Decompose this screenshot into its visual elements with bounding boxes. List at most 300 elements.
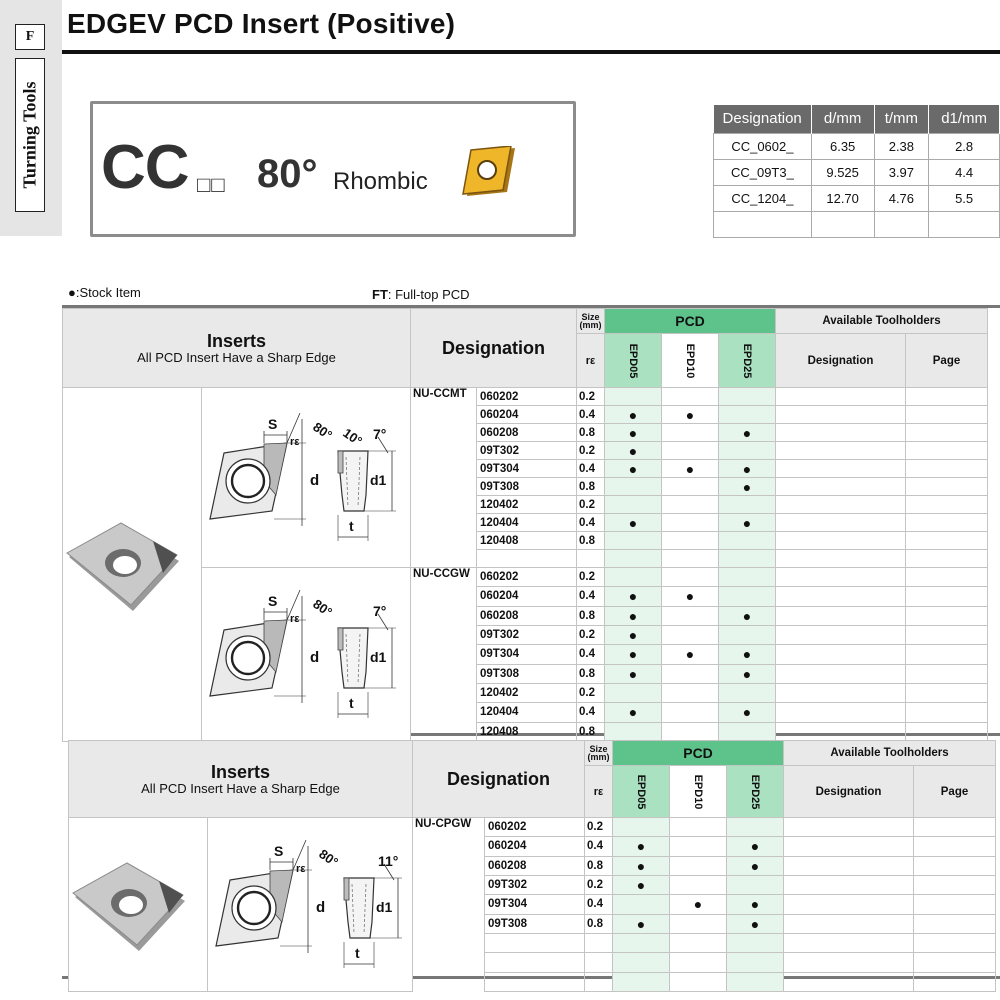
banner-angle: 80° xyxy=(257,152,318,196)
toolholder-designation xyxy=(776,587,906,606)
toolholder-designation xyxy=(784,972,914,991)
insert-code: 09T304 xyxy=(477,645,577,664)
stock-dot-icon: ● xyxy=(628,704,638,721)
stock-cell-epd10 xyxy=(662,568,719,587)
stock-cell-epd05 xyxy=(613,972,670,991)
drawing-label-d1: d1 xyxy=(376,899,393,915)
toolholder-page xyxy=(906,406,988,424)
toolholder-page-header: Page xyxy=(914,766,996,818)
stock-cell-epd05 xyxy=(605,683,662,702)
dimension-cell: 9.525 xyxy=(811,159,874,185)
stock-cell-epd05 xyxy=(605,496,662,514)
corner-radius: 0.4 xyxy=(585,895,613,914)
drawing-label-s: S xyxy=(268,416,278,432)
stock-dot-icon: ● xyxy=(693,896,703,913)
dimension-header-cell: t/mm xyxy=(874,105,929,133)
dimension-table xyxy=(713,105,1000,238)
drawing-label-angle80: 80° xyxy=(310,419,335,443)
dimension-cell: 2.8 xyxy=(929,133,1000,159)
drawing-label-d: d xyxy=(316,899,326,916)
toolholder-designation-header: Designation xyxy=(776,334,906,388)
stock-dot-icon: ● xyxy=(628,607,638,624)
dimension-row xyxy=(714,211,1000,237)
dimension-cell: CC_09T3_ xyxy=(714,159,812,185)
stock-cell-epd25 xyxy=(727,818,784,837)
stock-cell-epd05 xyxy=(613,914,670,933)
stock-cell-epd25 xyxy=(727,953,784,972)
stock-cell-epd05 xyxy=(605,532,662,550)
stock-cell-epd25 xyxy=(719,645,776,664)
toolholder-page xyxy=(906,606,988,625)
toolholder-page xyxy=(906,388,988,406)
banner-shape-name: Rhombic xyxy=(333,168,428,195)
toolholder-page xyxy=(906,568,988,587)
insert-row xyxy=(63,568,988,587)
stock-dot-icon: ● xyxy=(685,588,695,605)
drawing-label-angle80: 80° xyxy=(310,596,335,620)
drawing-label-d: d xyxy=(310,472,320,489)
toolholder-page xyxy=(906,424,988,442)
stock-cell-epd10 xyxy=(662,532,719,550)
stock-cell-epd05 xyxy=(605,550,662,568)
toolholder-page xyxy=(906,625,988,644)
corner-radius: 0.2 xyxy=(577,388,605,406)
catalog-header-row xyxy=(63,309,988,334)
insert-drawing-cell xyxy=(202,568,411,742)
insert-photo-cell xyxy=(63,388,202,742)
drawing-label-s: S xyxy=(268,593,278,609)
toolholder-designation xyxy=(776,496,906,514)
toolholder-page xyxy=(914,895,996,914)
inserts-header xyxy=(69,741,413,818)
stock-cell-epd05 xyxy=(605,460,662,478)
stock-dot-icon: ● xyxy=(685,646,695,663)
stock-dot-icon: ● xyxy=(742,704,752,721)
stock-dot-icon: ● xyxy=(628,406,638,423)
stock-cell-epd25 xyxy=(727,933,784,952)
stock-cell-epd25 xyxy=(719,683,776,702)
toolholder-designation xyxy=(776,478,906,496)
stock-dot-icon: ● xyxy=(628,665,638,682)
dimension-cell: CC_1204_ xyxy=(714,185,812,211)
inserts-subtitle: All PCD Insert Have a Sharp Edge xyxy=(137,349,336,365)
toolholder-designation xyxy=(776,568,906,587)
toolholder-designation xyxy=(784,933,914,952)
toolholder-page xyxy=(906,703,988,722)
stock-dot-icon: ● xyxy=(742,646,752,663)
stock-cell-epd10 xyxy=(670,875,727,894)
corner-radius: 0.8 xyxy=(585,856,613,875)
dimension-cell xyxy=(874,211,929,237)
corner-radius: 0.2 xyxy=(577,496,605,514)
dimension-cell: 2.38 xyxy=(874,133,929,159)
stock-cell-epd25 xyxy=(719,514,776,532)
stock-cell-epd05 xyxy=(613,818,670,837)
stock-dot-icon: ● xyxy=(628,627,638,644)
insert-dimension-drawing xyxy=(202,568,402,738)
toolholder-page xyxy=(914,875,996,894)
insert-dimension-drawing xyxy=(208,818,408,988)
insert-code: 120402 xyxy=(477,683,577,702)
inserts-header xyxy=(63,309,411,388)
toolholder-page xyxy=(914,953,996,972)
toolholder-designation xyxy=(776,606,906,625)
corner-radius: 0.8 xyxy=(577,424,605,442)
corner-radius: 0.2 xyxy=(585,875,613,894)
stock-dot-icon: ● xyxy=(750,915,760,932)
toolholder-designation xyxy=(776,550,906,568)
toolholder-designation xyxy=(776,664,906,683)
series-label: NU-CCGW xyxy=(411,568,477,742)
stock-cell-epd25 xyxy=(727,837,784,856)
stock-cell-epd05 xyxy=(605,722,662,741)
stock-cell-epd10 xyxy=(662,478,719,496)
stock-cell-epd25 xyxy=(727,972,784,991)
stock-dot-icon: ● xyxy=(742,665,752,682)
stock-cell-epd10 xyxy=(662,406,719,424)
corner-radius: 0.2 xyxy=(577,625,605,644)
stock-dot-icon: ● xyxy=(628,442,638,459)
banner-placeholder-boxes: □□ xyxy=(197,172,226,197)
stock-cell-epd10 xyxy=(662,442,719,460)
corner-radius: 0.8 xyxy=(577,722,605,741)
corner-radius: 0.8 xyxy=(577,606,605,625)
drawing-label-re: rε xyxy=(290,436,300,448)
insert-code xyxy=(477,550,577,568)
stock-dot-icon: ● xyxy=(742,460,752,477)
drawing-label-angle80: 80° xyxy=(316,846,341,870)
stock-cell-epd10 xyxy=(662,703,719,722)
stock-dot-icon: ● xyxy=(628,424,638,441)
stock-cell-epd10 xyxy=(662,645,719,664)
stock-cell-epd10 xyxy=(670,914,727,933)
insert-code: 09T308 xyxy=(477,478,577,496)
stock-cell-epd05 xyxy=(605,406,662,424)
stock-dot-icon: ● xyxy=(750,838,760,855)
stock-cell-epd05 xyxy=(605,388,662,406)
series-label: NU-CCMT xyxy=(411,388,477,568)
dimension-cell: 12.70 xyxy=(811,185,874,211)
insert-code: 09T302 xyxy=(477,442,577,460)
stock-cell-epd10 xyxy=(662,550,719,568)
insert-code xyxy=(485,933,585,952)
drawing-label-d: d xyxy=(310,649,320,666)
stock-cell-epd25 xyxy=(719,625,776,644)
pcd-header: PCD xyxy=(605,309,776,334)
toolholders-header: Available Toolholders xyxy=(776,309,988,334)
stock-cell-epd05 xyxy=(613,895,670,914)
insert-photo xyxy=(63,511,189,615)
toolholder-page xyxy=(906,645,988,664)
stock-cell-epd25 xyxy=(719,722,776,741)
dimension-cell: 5.5 xyxy=(929,185,1000,211)
dimension-cell: 3.97 xyxy=(874,159,929,185)
stock-dot-icon: ● xyxy=(636,838,646,855)
stock-cell-epd10 xyxy=(662,388,719,406)
corner-radius: 0.2 xyxy=(577,442,605,460)
insert-code: 120408 xyxy=(477,722,577,741)
insert-code: 060204 xyxy=(477,587,577,606)
corner-radius: 0.4 xyxy=(585,837,613,856)
insert-code xyxy=(485,972,585,991)
dimension-row xyxy=(714,185,1000,211)
drawing-label-d1: d1 xyxy=(370,472,387,488)
corner-radius: 0.4 xyxy=(577,703,605,722)
corner-radius: 0.8 xyxy=(577,532,605,550)
dimension-cell xyxy=(714,211,812,237)
dimension-header-cell: Designation xyxy=(714,105,812,133)
toolholder-page xyxy=(914,972,996,991)
grade-label: EPD10 xyxy=(692,774,705,809)
stock-cell-epd05 xyxy=(605,424,662,442)
stock-dot-icon: ● xyxy=(628,646,638,663)
toolholder-designation xyxy=(776,460,906,478)
stock-cell-epd05 xyxy=(605,664,662,683)
stock-dot-icon: ● xyxy=(742,478,752,495)
drawing-label-t: t xyxy=(349,518,354,534)
insert-code: 09T302 xyxy=(485,875,585,894)
dimension-row xyxy=(714,159,1000,185)
toolholder-designation xyxy=(776,645,906,664)
stock-dot-icon: ● xyxy=(68,285,76,300)
corner-radius xyxy=(585,972,613,991)
stock-dot-icon: ● xyxy=(685,460,695,477)
grade-header-epd25 xyxy=(727,766,784,818)
drawing-label-re: rε xyxy=(296,863,306,875)
dimension-cell: CC_0602_ xyxy=(714,133,812,159)
stock-cell-epd05 xyxy=(613,933,670,952)
stock-cell-epd25 xyxy=(719,703,776,722)
legend-stock-text: :Stock Item xyxy=(75,285,141,300)
size-header: Size (mm) xyxy=(577,309,605,334)
toolholder-designation xyxy=(776,406,906,424)
stock-cell-epd25 xyxy=(727,895,784,914)
drawing-label-t: t xyxy=(355,945,360,961)
toolholder-designation xyxy=(784,875,914,894)
stock-cell-epd10 xyxy=(662,587,719,606)
toolholder-page xyxy=(914,856,996,875)
drawing-label-angle7: 7° xyxy=(373,426,387,442)
pcd-header: PCD xyxy=(613,741,784,766)
toolholder-designation xyxy=(784,818,914,837)
insert-drawing-cell xyxy=(202,388,411,568)
toolholder-page xyxy=(914,837,996,856)
corner-radius xyxy=(585,953,613,972)
stock-cell-epd05 xyxy=(605,568,662,587)
stock-cell-epd05 xyxy=(605,478,662,496)
stock-cell-epd10 xyxy=(670,856,727,875)
insert-drawing-cell xyxy=(208,818,413,992)
insert-code: 060202 xyxy=(477,568,577,587)
stock-cell-epd25 xyxy=(719,568,776,587)
legend-ft-text: : Full-top PCD xyxy=(387,287,470,302)
grade-label: EPD05 xyxy=(627,343,640,378)
corner-radius: 0.2 xyxy=(585,818,613,837)
toolholder-designation xyxy=(776,514,906,532)
stock-cell-epd10 xyxy=(662,460,719,478)
corner-radius: 0.4 xyxy=(577,514,605,532)
insert-code: 060202 xyxy=(477,388,577,406)
stock-cell-epd25 xyxy=(719,460,776,478)
toolholder-designation xyxy=(784,953,914,972)
toolholder-designation xyxy=(776,683,906,702)
stock-cell-epd25 xyxy=(719,478,776,496)
toolholder-page xyxy=(914,914,996,933)
stock-cell-epd05 xyxy=(605,625,662,644)
grade-header-epd05 xyxy=(605,334,662,388)
stock-cell-epd25 xyxy=(719,388,776,406)
grade-header-epd10 xyxy=(670,766,727,818)
dimension-cell: 4.4 xyxy=(929,159,1000,185)
dimension-header-cell: d1/mm xyxy=(929,105,1000,133)
stock-cell-epd05 xyxy=(605,587,662,606)
toolholder-page xyxy=(906,664,988,683)
stock-cell-epd25 xyxy=(719,664,776,683)
corner-radius: 0.8 xyxy=(577,664,605,683)
stock-cell-epd05 xyxy=(613,953,670,972)
inserts-subtitle: All PCD Insert Have a Sharp Edge xyxy=(141,780,340,796)
insert-code: 09T302 xyxy=(477,625,577,644)
drawing-label-t: t xyxy=(349,695,354,711)
toolholder-designation xyxy=(776,625,906,644)
drawing-label-angle11: 11° xyxy=(378,853,399,869)
legend-stock-item xyxy=(68,285,141,300)
stock-cell-epd10 xyxy=(662,722,719,741)
grade-label: EPD25 xyxy=(749,774,762,809)
toolholder-page xyxy=(906,442,988,460)
stock-cell-epd10 xyxy=(662,514,719,532)
stock-dot-icon: ● xyxy=(628,588,638,605)
inserts-title: Inserts xyxy=(206,330,267,351)
insert-code: 09T308 xyxy=(485,914,585,933)
grade-label: EPD05 xyxy=(635,774,648,809)
stock-cell-epd05 xyxy=(605,606,662,625)
toolholder-designation-header: Designation xyxy=(784,766,914,818)
toolholders-header: Available Toolholders xyxy=(784,741,996,766)
insert-dimension-drawing xyxy=(202,391,402,561)
drawing-label-angle10: 10° xyxy=(340,425,365,449)
designation-header: Designation xyxy=(411,309,577,388)
stock-dot-icon: ● xyxy=(636,877,646,894)
stock-dot-icon: ● xyxy=(742,607,752,624)
stock-cell-epd10 xyxy=(662,496,719,514)
insert-code: 09T304 xyxy=(485,895,585,914)
stock-cell-epd25 xyxy=(719,606,776,625)
toolholder-designation xyxy=(776,532,906,550)
stock-cell-epd10 xyxy=(662,625,719,644)
grade-label: EPD10 xyxy=(684,343,697,378)
insert-code: 060208 xyxy=(477,424,577,442)
stock-dot-icon: ● xyxy=(750,857,760,874)
stock-cell-epd25 xyxy=(719,496,776,514)
catalog-header-row xyxy=(69,741,996,766)
banner-code: CC xyxy=(101,133,189,202)
stock-cell-epd10 xyxy=(670,818,727,837)
insert-row xyxy=(63,388,988,406)
corner-radius: 0.2 xyxy=(577,568,605,587)
corner-radius: 0.4 xyxy=(577,587,605,606)
stock-cell-epd05 xyxy=(605,703,662,722)
insert-photo xyxy=(69,851,195,955)
stock-cell-epd10 xyxy=(670,837,727,856)
insert-catalog-table xyxy=(62,308,988,742)
stock-cell-epd10 xyxy=(662,664,719,683)
drawing-label-re: rε xyxy=(290,613,300,625)
grade-header-epd05 xyxy=(613,766,670,818)
stock-dot-icon: ● xyxy=(685,406,695,423)
toolholder-designation xyxy=(776,722,906,741)
stock-cell-epd25 xyxy=(719,424,776,442)
dimension-table-header xyxy=(714,105,1000,133)
corner-radius: 0.4 xyxy=(577,460,605,478)
toolholder-page xyxy=(906,460,988,478)
stock-dot-icon: ● xyxy=(742,424,752,441)
insert-code: 09T304 xyxy=(477,460,577,478)
stock-cell-epd05 xyxy=(613,875,670,894)
page-title: EDGEV PCD Insert (Positive) xyxy=(67,8,456,39)
toolholder-page xyxy=(906,587,988,606)
stock-cell-epd25 xyxy=(719,442,776,460)
stock-cell-epd05 xyxy=(613,837,670,856)
stock-cell-epd05 xyxy=(613,856,670,875)
insert-code: 120402 xyxy=(477,496,577,514)
toolholder-designation xyxy=(784,837,914,856)
toolholder-page xyxy=(906,722,988,741)
insert-code: 060204 xyxy=(477,406,577,424)
grade-label: EPD25 xyxy=(741,343,754,378)
toolholder-designation xyxy=(784,895,914,914)
insert-code: 09T308 xyxy=(477,664,577,683)
stock-cell-epd25 xyxy=(719,550,776,568)
insert-code xyxy=(485,953,585,972)
corner-radius: 0.4 xyxy=(577,645,605,664)
stock-dot-icon: ● xyxy=(750,896,760,913)
toolholder-designation xyxy=(776,442,906,460)
toolholder-designation xyxy=(776,424,906,442)
corner-radius: 0.8 xyxy=(585,914,613,933)
stock-cell-epd25 xyxy=(719,406,776,424)
dimension-cell xyxy=(811,211,874,237)
section-letter-badge: F xyxy=(15,24,45,50)
designation-header: Designation xyxy=(413,741,585,818)
section-tab-label: Turning Tools xyxy=(19,81,40,189)
series-label: NU-CPGW xyxy=(413,818,485,992)
insert-code: 060208 xyxy=(477,606,577,625)
dimension-row xyxy=(714,133,1000,159)
corner-radius xyxy=(585,933,613,952)
toolholder-page xyxy=(906,683,988,702)
dimension-header-cell: d/mm xyxy=(811,105,874,133)
stock-cell-epd25 xyxy=(727,856,784,875)
stock-cell-epd05 xyxy=(605,442,662,460)
grade-header-epd25 xyxy=(719,334,776,388)
drawing-label-s: S xyxy=(274,843,284,859)
stock-cell-epd05 xyxy=(605,645,662,664)
size-header: Size (mm) xyxy=(585,741,613,766)
toolholder-page xyxy=(906,550,988,568)
legend-ft-label: FT xyxy=(372,287,388,302)
toolholder-page xyxy=(906,514,988,532)
title-rule xyxy=(62,50,1000,54)
corner-radius-header: rε xyxy=(577,334,605,388)
inserts-title: Inserts xyxy=(210,761,271,782)
stock-dot-icon: ● xyxy=(636,857,646,874)
stock-cell-epd10 xyxy=(670,895,727,914)
stock-cell-epd25 xyxy=(719,532,776,550)
insert-photo-cell xyxy=(69,818,208,992)
toolholder-designation xyxy=(776,703,906,722)
dimension-cell: 6.35 xyxy=(811,133,874,159)
